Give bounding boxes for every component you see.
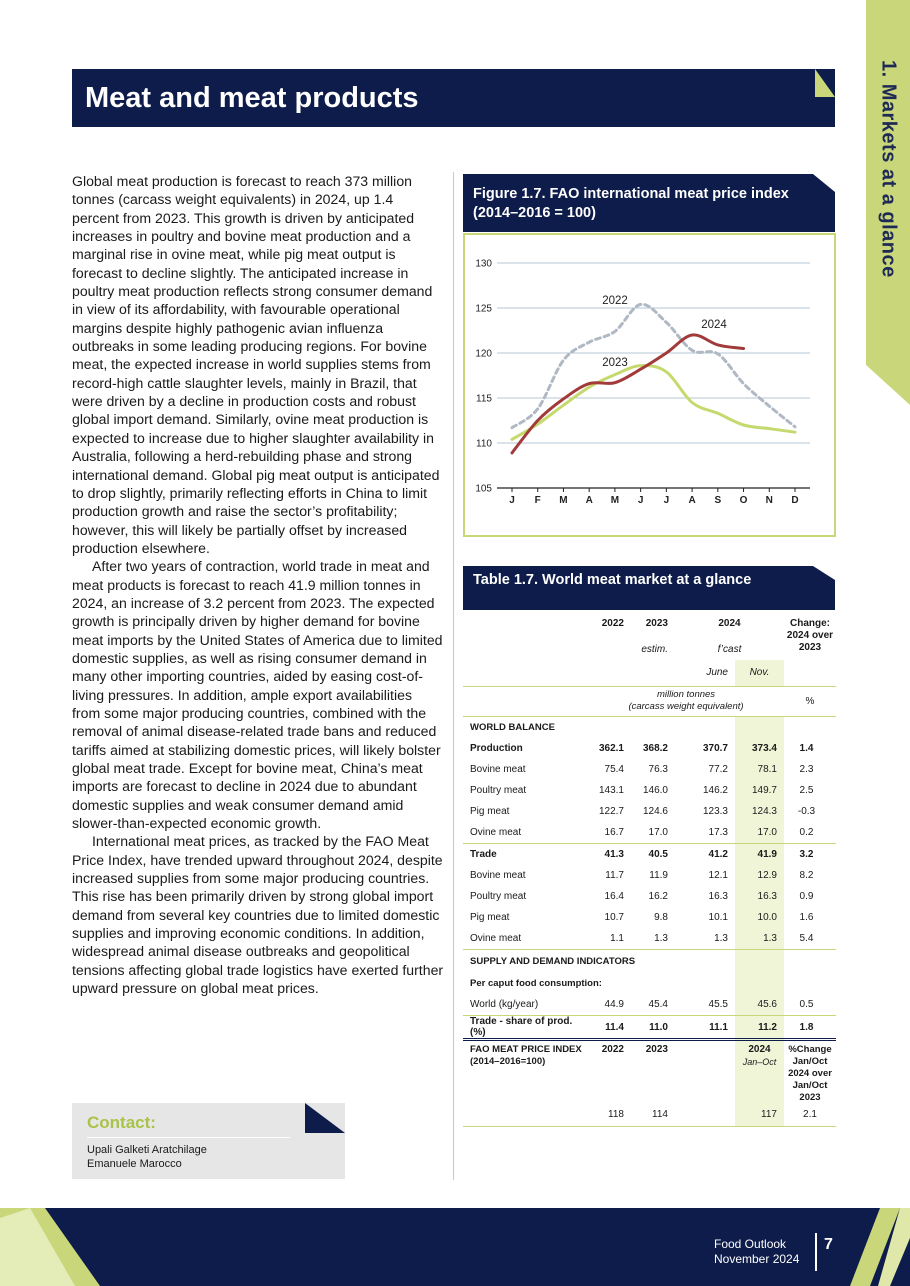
- cell-value: 17.0: [735, 822, 784, 844]
- cell-value: 1.3: [714, 932, 728, 944]
- table-sub-row: [463, 639, 836, 660]
- cell-value: 45.6: [735, 994, 784, 1016]
- x-tick-label: J: [509, 495, 515, 506]
- fao-col-2024: 2024: [748, 1044, 771, 1055]
- y-tick-label: 105: [475, 483, 492, 495]
- page-footer: [0, 1208, 910, 1286]
- cell-value: 123.3: [702, 805, 728, 817]
- series-label: 2024: [701, 319, 727, 331]
- cell-value: 2.1: [803, 1109, 817, 1121]
- col-2022: 2022: [601, 618, 624, 629]
- cell-value: 17.0: [648, 826, 668, 838]
- cell-value: 78.1: [735, 759, 784, 780]
- table-row: [463, 780, 836, 801]
- table-row: [463, 994, 836, 1016]
- paragraph: After two years of contraction, world trade in meat and meat products is forecast to reach 41.9 million tonnes in 2024, an increase of 3.2 percent from 2023. The expected growth is principally driven by higher demand for bovine meat imports by the United States of America due to limited domestic supplies, as well as rising consumer demand in many other importing countries, aided by easing cost-of-living pressures. In addition, ample export availabilities from some major producing countries, combined with the removal of animal disease-related trade bans and reduced tariffs aimed at stabilizing domestic prices, will likely bolster global meat trade. Except for bovine meat, China’s meat imports are forecast to decline in 2024 due to abundant domestic supplies and weak consumer demand amid slower-than-expected economic growth.: [72, 558, 443, 832]
- x-tick-label: A: [688, 495, 696, 506]
- x-tick-label: A: [585, 495, 593, 506]
- row-label: Poultry meat: [470, 890, 527, 902]
- paragraph: International meat prices, as tracked by the FAO Meat Price Index, have trended upward throughout 2024, despite increased supplies from some major producing countries. This rise has been primarily driven by strong global import demand from several key countries due to limited domestic supplies and improving economic conditions. In addition, widespread animal disease outbreaks and geopolitical tensions affecting global trade logistics have exerted further upward pressure on global meat prices.: [72, 833, 444, 997]
- cell-value: -0.3: [797, 805, 816, 817]
- contact-corner: [305, 1103, 345, 1133]
- x-tick-label: J: [663, 495, 670, 506]
- col-2024: [675, 612, 784, 639]
- section-supply-demand: [463, 949, 836, 973]
- cell-value: 0.5: [799, 999, 814, 1010]
- body-text: [72, 172, 444, 997]
- cell-value: 2.3: [799, 763, 814, 775]
- col-nov: Nov.: [735, 660, 784, 686]
- fao-col-2022: 2022: [601, 1044, 624, 1055]
- contact-name: Emanuele Marocco: [87, 1158, 182, 1170]
- cell-value: 10.0: [735, 907, 784, 928]
- cell-value: 16.3: [708, 890, 728, 902]
- units-label: million tonnes: [656, 689, 716, 700]
- cell-value: 77.2: [708, 763, 728, 775]
- chapter-label: [866, 60, 910, 320]
- cell-value: 2.5: [799, 784, 814, 796]
- col-2023-sub: estim.: [641, 644, 668, 655]
- table-month-row: [463, 660, 836, 686]
- table-row: [463, 801, 836, 822]
- table-header: [463, 566, 835, 610]
- chart-container: [463, 233, 836, 537]
- row-label: Pig meat: [470, 911, 510, 923]
- x-tick-label: M: [610, 495, 620, 506]
- cell-value: 1.8: [799, 1021, 814, 1033]
- footer-publication: Food Outlook: [714, 1237, 787, 1251]
- cell-value: 41.9: [735, 843, 784, 865]
- row-label: Poultry meat: [470, 784, 527, 796]
- cell-value: 75.4: [604, 763, 624, 775]
- cell-value: 5.4: [799, 932, 814, 944]
- cell-value: 16.2: [648, 890, 668, 902]
- section-title-bar: [72, 69, 835, 127]
- cell-value: 368.2: [642, 742, 668, 754]
- cell-value: 0.9: [799, 890, 814, 902]
- cell-value: 143.1: [598, 784, 624, 796]
- contact-name: Upali Galketi Aratchilage: [87, 1144, 207, 1156]
- cell-value: 16.3: [735, 886, 784, 907]
- x-tick-label: N: [765, 495, 773, 506]
- cell-value: 1.3: [654, 932, 668, 944]
- x-tick-label: O: [739, 495, 748, 506]
- chapter-label-text: 1. Markets at a glance: [877, 60, 900, 278]
- table-row: [463, 822, 836, 844]
- col-2024-label: 2024: [718, 618, 741, 629]
- cell-value: 44.9: [604, 999, 624, 1010]
- cell-value: 114: [652, 1109, 668, 1121]
- cell-value: 3.2: [799, 848, 814, 860]
- cell-value: 11.4: [605, 1021, 624, 1033]
- fao-col-2024-sub: Jan–Oct: [742, 1057, 777, 1067]
- cell-value: 41.3: [604, 848, 624, 860]
- row-label: Trade - share of prod. (%): [470, 1016, 573, 1038]
- figure-header: [463, 174, 835, 232]
- cell-value: 12.9: [735, 865, 784, 886]
- x-tick-label: D: [791, 495, 799, 506]
- cell-value: 40.5: [648, 848, 668, 860]
- section-world-balance: [463, 716, 836, 738]
- cell-value: 11.0: [649, 1021, 668, 1033]
- fao-index-values: [463, 1104, 836, 1126]
- table-row: [463, 843, 836, 865]
- cell-value: 11.7: [605, 869, 624, 881]
- fao-col-2023: 2023: [645, 1044, 668, 1055]
- cell-value: 11.9: [649, 869, 668, 881]
- table-row: [463, 928, 836, 950]
- cell-value: 1.6: [799, 911, 814, 923]
- table-row: [463, 738, 836, 759]
- cell-value: 146.2: [702, 784, 728, 796]
- pct-label: %: [805, 695, 815, 707]
- cell-value: 41.2: [708, 848, 728, 860]
- section-world-balance-label: WORLD BALANCE: [470, 721, 555, 733]
- row-label: Ovine meat: [470, 932, 522, 944]
- table-row: [463, 1016, 836, 1040]
- cell-value: 149.7: [735, 780, 784, 801]
- y-tick-label: 120: [475, 348, 492, 360]
- fao-index-head: [463, 1040, 836, 1105]
- cell-value: 10.7: [604, 911, 624, 923]
- footer-date: November 2024: [714, 1252, 800, 1266]
- cell-value: 373.4: [735, 738, 784, 759]
- table-head-row: [463, 612, 836, 639]
- cell-value: 9.8: [654, 911, 668, 923]
- y-tick-label: 125: [475, 303, 492, 315]
- cell-value: 10.1: [708, 911, 728, 923]
- title-corner-accent: [815, 69, 835, 97]
- y-tick-label: 110: [476, 438, 492, 450]
- cell-value: 11.1: [709, 1021, 728, 1033]
- table-title: Table 1.7. World meat market at a glance: [473, 572, 752, 588]
- table-row: [463, 865, 836, 886]
- line-chart: [465, 235, 834, 535]
- cell-value: 45.4: [648, 999, 668, 1010]
- row-label: Production: [470, 742, 523, 754]
- table-row: [463, 907, 836, 928]
- units-label-2: (carcass weight equivalent): [628, 701, 744, 712]
- cell-value: 12.1: [708, 869, 728, 881]
- section-supply-demand-label: SUPPLY AND DEMAND INDICATORS: [470, 955, 636, 967]
- cell-value: 11.2: [735, 1016, 784, 1040]
- col-june: June: [706, 667, 728, 679]
- row-label: World (kg/year): [470, 999, 539, 1010]
- world-meat-table: [463, 612, 836, 1127]
- cell-value: 122.7: [598, 805, 624, 817]
- cell-value: 118: [608, 1109, 624, 1121]
- units-row: [463, 686, 836, 716]
- col-change: Change: 2024 over 2023: [786, 618, 834, 653]
- column-divider: [453, 172, 454, 1180]
- x-tick-label: S: [714, 495, 722, 506]
- page-number: 7: [824, 1236, 833, 1253]
- row-label: Trade: [470, 848, 497, 860]
- cell-value: 124.6: [642, 805, 668, 817]
- series-label: 2022: [602, 295, 628, 307]
- cell-value: 1.1: [610, 932, 624, 944]
- page-title: Meat and meat products: [85, 82, 419, 114]
- cell-value: 17.3: [708, 826, 728, 838]
- cell-value: 370.7: [702, 742, 728, 754]
- cell-value: 0.2: [799, 826, 814, 838]
- series-label: 2023: [602, 357, 628, 369]
- row-label: Bovine meat: [470, 869, 526, 881]
- section-per-caput: [463, 973, 836, 994]
- col-2023: 2023: [645, 618, 668, 629]
- table-row: [463, 759, 836, 780]
- fao-index-label: FAO MEAT PRICE INDEX (2014–2016=100): [470, 1044, 582, 1067]
- cell-value: 45.5: [708, 999, 728, 1010]
- cell-value: 76.3: [648, 763, 668, 775]
- cell-value: 362.1: [598, 742, 624, 754]
- contact-box: [72, 1103, 345, 1179]
- cell-value: 16.7: [604, 826, 624, 838]
- x-tick-label: F: [534, 495, 541, 506]
- cell-value: 16.4: [604, 890, 624, 902]
- y-tick-label: 115: [476, 393, 492, 405]
- col-2024-sub: f’cast: [717, 644, 742, 655]
- cell-value: 8.2: [799, 869, 814, 881]
- cell-value: 124.3: [735, 801, 784, 822]
- contact-divider: [87, 1137, 290, 1138]
- x-tick-label: J: [637, 495, 644, 506]
- cell-value: 117: [735, 1104, 784, 1126]
- row-label: Pig meat: [470, 805, 510, 817]
- footer-divider: [815, 1233, 817, 1271]
- cell-value: 1.4: [799, 742, 814, 754]
- fao-col-change: %Change Jan/Oct 2024 over Jan/Oct 2023: [788, 1044, 832, 1103]
- row-label: Ovine meat: [470, 826, 522, 838]
- y-tick-label: 130: [475, 258, 492, 270]
- paragraph: Global meat production is forecast to reach 373 million tonnes (carcass weight equivalents) in 2024, up 1.4 percent from 2023. This growth is driven by anticipated increases in poultry and bovine meat production and a marginal rise in ovine meat, while pig meat output is forecast to decline slightly. The anticipated increase in poultry meat production reflects strong consumer demand in view of its affordability, with favourable operational margins despite highly pathogenic avian influenza outbreaks in some leading producing regions. For bovine meat, the expected increase in world supplies stems from record-high cattle slaughter levels, mainly in Brazil, that were driven by a decline in production costs and robust global import demand. Similarly, ovine meat production is expected to increase due to higher slaughter availability in Australia, following a herd-rebuilding phase and strong international demand. Global pig meat output is anticipated to drop slightly, primarily reflecting efforts in China to limit production growth and raise the sector’s profitability; however, this will likely be partially offset by increased production elsewhere.: [72, 173, 440, 556]
- x-tick-label: M: [559, 495, 568, 506]
- cell-value: 146.0: [642, 784, 668, 796]
- table-row: [463, 886, 836, 907]
- contact-heading: Contact:: [87, 1113, 156, 1132]
- section-per-caput-label: Per caput food consumption:: [470, 978, 602, 989]
- row-label: Bovine meat: [470, 763, 526, 775]
- cell-value: 1.3: [735, 928, 784, 950]
- figure-title: Figure 1.7. FAO international meat price index (2014–2016 = 100): [473, 186, 789, 221]
